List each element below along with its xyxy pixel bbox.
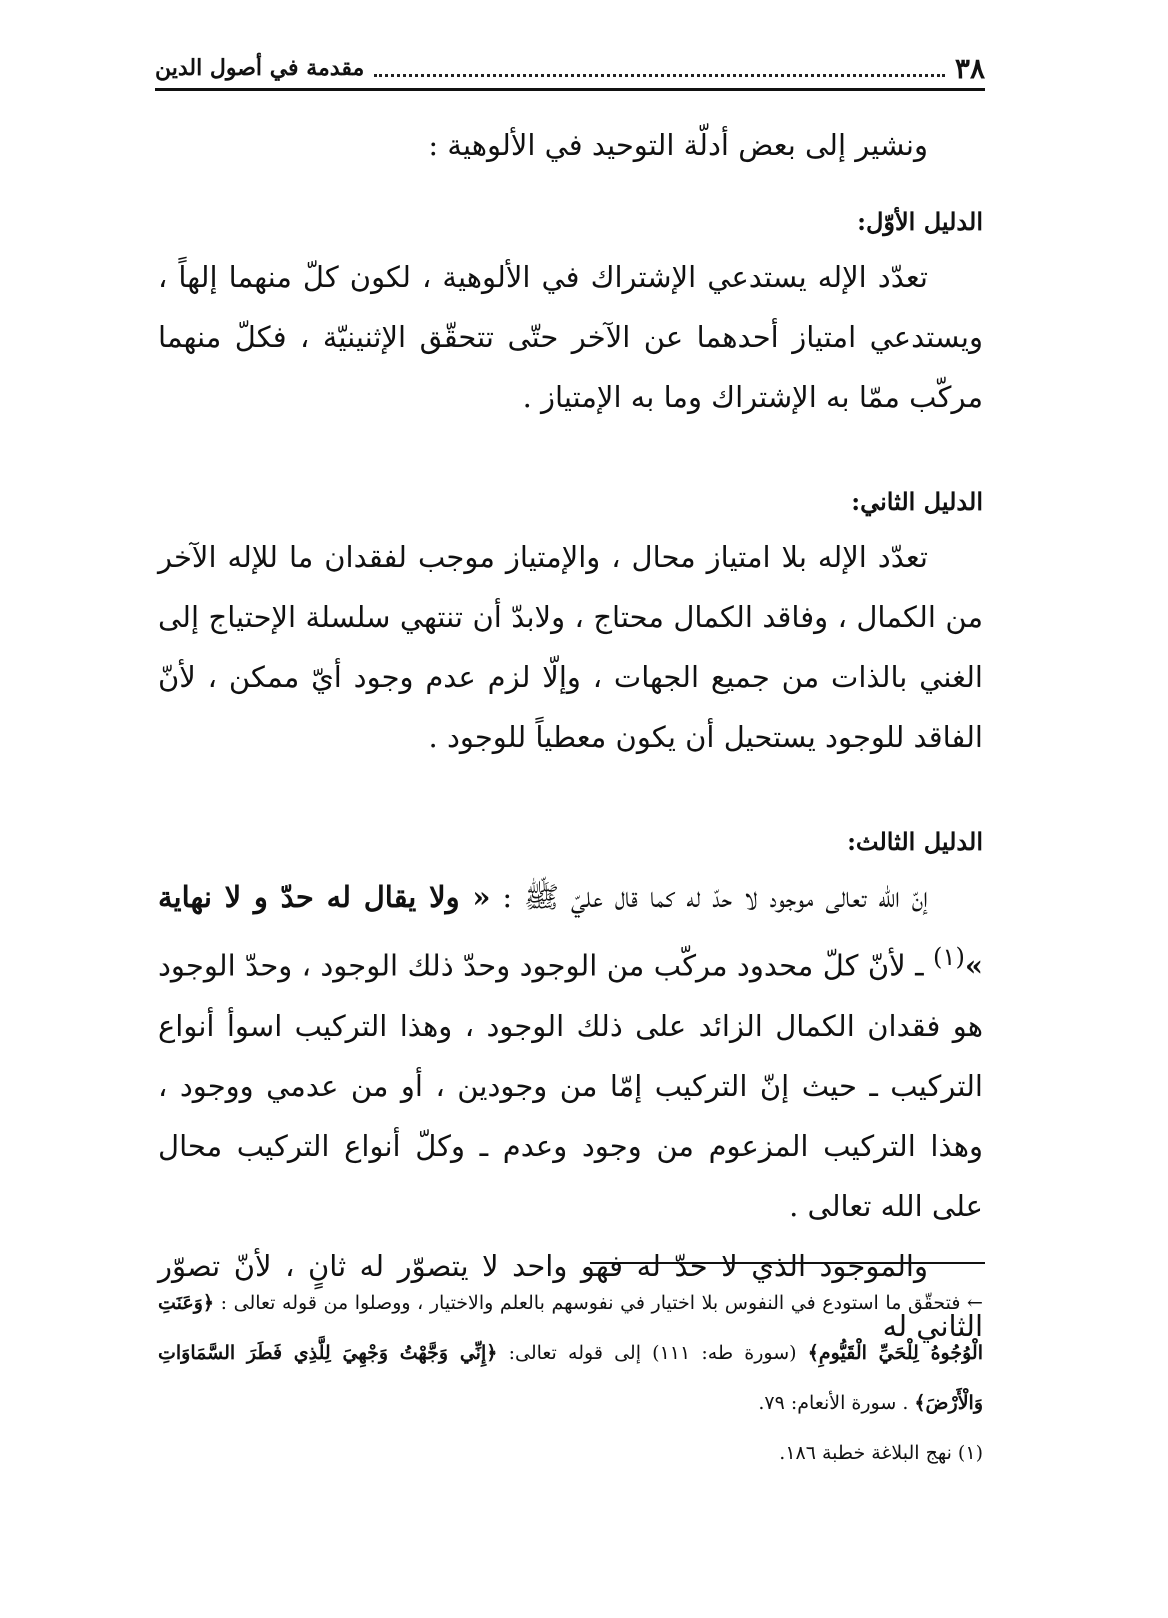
footnote-1: (١) نهج البلاغة خطبة ١٨٦. bbox=[779, 1442, 983, 1464]
main-text bbox=[158, 115, 983, 1356]
quran-verse-2: ﴿إِنِّي وَجَّهْتُ وَجْهِيَ لِلَّذِي فَطَرَ السَّمَاوَاتِ وَالْأَرْضَ﴾ bbox=[158, 1342, 983, 1414]
footnote-ref-1: (١) bbox=[933, 943, 965, 971]
proof-3-text bbox=[158, 867, 983, 1236]
footnote-separator bbox=[590, 1262, 985, 1264]
page-number: ٣٨ bbox=[954, 51, 985, 85]
proof-3-heading: الدليل الثالث: bbox=[847, 827, 983, 856]
running-header bbox=[155, 48, 985, 88]
proof-1-heading: الدليل الأوّل: bbox=[857, 207, 983, 236]
header-rule bbox=[155, 88, 985, 91]
section-gap bbox=[158, 427, 983, 455]
footnote-carry-over bbox=[158, 1278, 983, 1428]
quran-verse-2-ref: . سورة الأنعام: ٧٩. bbox=[758, 1392, 909, 1414]
intro-paragraph: ونشير إلى بعض أدلّة التوحيد في الألوهية : bbox=[428, 128, 928, 162]
footnotes bbox=[158, 1278, 983, 1478]
header-dot-leader bbox=[374, 60, 945, 77]
footnote-carry-intro: ← فتحقّق ما استودع في النفوس بلا اختيار في نفوسهم بالعلم والاختيار ، ووصلوا من قوله تعالى : bbox=[220, 1292, 983, 1314]
quran-verse-1: ﴿وَعَنَتِ الْوُجُوهُ لِلْحَيِّ الْقَيُّومِ﴾ bbox=[158, 1292, 983, 1364]
section-gap bbox=[158, 767, 983, 795]
proof-3-text-after: ـ لأنّ كلّ محدود مركّب من الوجود وحدّ ذلك الوجود ، وحدّ الوجود هو فقدان الكمال الزائد على ذلك الوجود ، وهذا التركيب اسوأ أنواع التركيب ـ حيث إنّ التركيب إمّا من وجودين ، أو من عدمي ووجود ، وهذا التركيب المزعوم من وجود وعدم ـ وكلّ أنواع التركيب محال على الله تعالى . bbox=[158, 948, 983, 1223]
proof-2-text: تعدّد الإله بلا امتياز محال ، والإمتياز موجب لفقدان ما للإله الآخر من الكمال ، وفاقد الكمال محتاج ، ولابدّ أن تنتهي سلسلة الإحتياج إلى الغني بالذات من جميع الجهات ، وإلّا لزم عدم وجود أيّ ممكن ، لأنّ الفاقد للوجود يستحيل أن يكون معطياً للوجود . bbox=[158, 540, 983, 754]
imam-ali-quote: « ولا يقال له حدّ و لا نهاية » bbox=[158, 880, 983, 983]
proof-2-heading: الدليل الثاني: bbox=[851, 487, 983, 516]
book-title: مقدمة في أصول الدين bbox=[155, 55, 365, 81]
quran-verse-1-ref: (سورة طه: ١١١) إلى قوله تعالى: bbox=[508, 1342, 797, 1364]
proof-3-text-before: إنّ الله تعالى موجود لا حدّ له كما قال عليّ ﷺ : bbox=[502, 880, 928, 914]
proof-3-continuation: والموجود الذي لا حدّ له فهو واحد لا يتصوّر له ثانٍ ، لأنّ تصوّر الثاني له bbox=[158, 1248, 983, 1343]
proof-1-text: تعدّد الإله يستدعي الإشتراك في الألوهية ، لكون كلّ منهما إلهاً ، ويستدعي امتياز أحدهما عن الآخر حتّى تتحقّق الإثنينيّة ، فكلّ منهما مركّب ممّا به الإشتراك وما به الإمتياز . bbox=[158, 260, 983, 414]
